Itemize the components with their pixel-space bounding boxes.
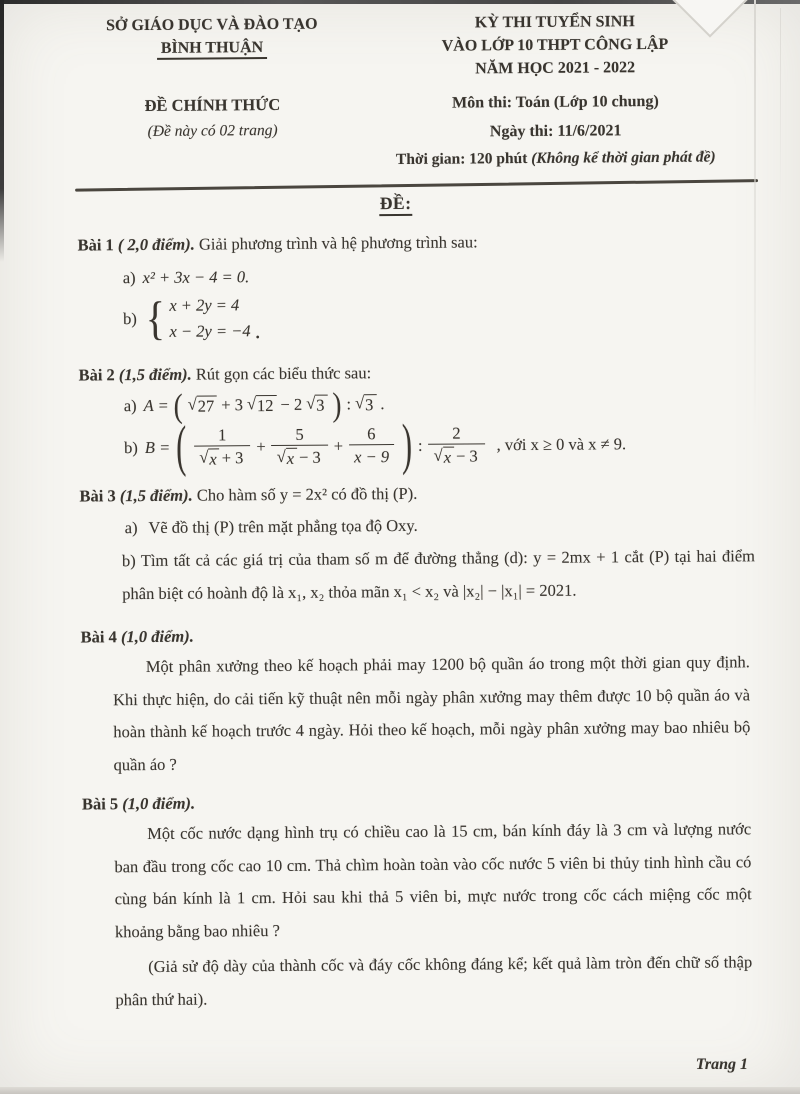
issuer-province-text: BÌNH THUẬN [157, 39, 268, 60]
math-operator: − 2 [280, 394, 303, 415]
fraction [428, 423, 484, 466]
problem-1 [77, 229, 755, 344]
radicand: 3 [315, 395, 327, 415]
math-operator: + [256, 436, 266, 456]
problem-1-points: ( 2,0 điểm). [113, 234, 195, 255]
den-tail: − 3 [455, 446, 478, 466]
exam-title-line3: NĂM HỌC 2021 - 2022 [475, 59, 636, 78]
problem-3-points: (1,5 điểm). [115, 485, 193, 506]
radical [199, 448, 220, 468]
radicand: x [208, 448, 219, 468]
numerator: 5 [295, 424, 304, 444]
numerator: 1 [217, 425, 227, 445]
radicand: 27 [197, 395, 218, 415]
expr-condition: , với x ≥ 0 và x ≠ 9. [496, 433, 627, 454]
problem-4-heading [81, 621, 758, 648]
math-operator: + [333, 436, 344, 456]
equation-system-1b [144, 293, 260, 344]
problem-2-lead: Rút gọn các biểu thức sau: [191, 363, 372, 384]
system-period: . [255, 323, 260, 343]
problem-1-number: Bài 1 [77, 235, 114, 255]
radical [188, 395, 218, 415]
denominator [272, 445, 328, 469]
exam-title-block [357, 9, 754, 171]
radicand: 3 [364, 394, 376, 414]
problem-3a-text: Vẽ đồ thị (P) trên mặt phẳng tọa độ Oxy. [148, 515, 418, 538]
radical [277, 448, 298, 468]
problem-4-number: Bài 4 [80, 627, 117, 647]
problem-1-heading [77, 229, 754, 256]
expression-2b [144, 413, 627, 478]
left-brace-glyph: { [145, 292, 165, 345]
radical-sign: √ [306, 393, 316, 413]
radicand: 12 [256, 395, 277, 415]
header-divider [75, 179, 758, 192]
problem-2 [78, 359, 756, 478]
den-tail: − 3 [298, 447, 321, 467]
problem-5-heading [82, 788, 759, 815]
math-operator: : [417, 435, 423, 455]
problem-2b [124, 413, 756, 478]
issuer-name: SỞ GIÁO DỤC VÀ ĐÀO TẠO [106, 15, 318, 35]
radical-sign: √ [246, 394, 257, 414]
exam-header [76, 9, 754, 173]
problem-1b [123, 289, 755, 344]
numerator: 2 [452, 423, 461, 443]
radical [355, 394, 376, 414]
exam-title-line2: VÀO LỚP 10 THPT CÔNG LẬP [441, 35, 669, 55]
expr-period: . [380, 394, 385, 414]
math-operator: : [346, 394, 352, 414]
problem-4-text: Một phân xưởng theo kế hoạch phải may 1200 bộ quần áo trong một thời gian quy định. Khi thực hiện, do cải tiến kỹ thuật nên mỗi ngày phân xưởng may thêm được 10 bộ quần áo và hoàn thành kế hoạch trước 4 ngày. Hỏi theo kế hoạch, mỗi ngày phân xưởng may bao nhiêu bộ quần áo ? [113, 652, 751, 774]
radical-sign: √ [276, 446, 286, 466]
problem-3b: b) Tìm tất cả các giá trị của tham số m để đường thẳng (d): y = 2mx + 1 cắt (P) tại hai điểm phân biệt có hoành độ là x₁, x₂ thỏa mãn x₁ < x₂ và |x₂| − |x₁| = 2021. [121, 546, 756, 603]
problem-5 [82, 788, 761, 1016]
denominator: x − 9 [349, 444, 394, 467]
denominator [429, 443, 485, 467]
expr-lhs: B = [144, 437, 171, 457]
denominator [194, 445, 250, 469]
radical-sign: √ [433, 445, 443, 465]
problem-3-lead: Cho hàm số y = 2x² có đồ thị (P). [192, 483, 418, 505]
expr-lhs: A = [143, 395, 169, 416]
radicand: x [286, 448, 297, 468]
radical-sign: √ [199, 447, 209, 467]
problem-3-number: Bài 3 [79, 486, 116, 506]
problem-5-number: Bài 5 [81, 794, 119, 814]
expression-2a [143, 385, 385, 425]
problem-2-number: Bài 2 [78, 365, 115, 385]
issuer-block [76, 12, 349, 143]
problem-1a [123, 263, 755, 288]
radical [247, 395, 277, 415]
problem-2-heading [78, 359, 755, 386]
system-equations [169, 293, 250, 344]
problem-5-points: (1,0 điểm). [118, 793, 196, 814]
equation-1a: x² + 3x − 4 = 0. [142, 267, 250, 288]
problem-4 [81, 621, 759, 781]
exam-title-line1: KỲ THI TUYỂN SINH [474, 13, 635, 32]
official-exam-label: ĐỀ CHÍNH THỨC [144, 94, 281, 115]
scan-edge-bottom [0, 1087, 800, 1094]
duration-note: (Không kể thời gian phát đề) [531, 148, 716, 167]
fraction [349, 424, 394, 467]
problem-2a [123, 385, 756, 425]
fraction [271, 425, 327, 468]
item-label: b) [123, 309, 137, 329]
page-count-note: (Đề này có 02 trang) [147, 121, 278, 140]
problem-3a [125, 511, 757, 540]
exam-date: Ngày thi: 11/6/2021 [489, 122, 622, 141]
problem-5-text: Một cốc nước dạng hình trụ có chiều cao là 15 cm, bán kính đáy là 3 cm và lượng nước ban đầu trong cốc cao 10 cm. Thả chìm hoàn toàn vào cốc nước 5 viên bi thủy tinh hình cầu có cùng bán kính là 1 cm. Hỏi sau khi thả 5 viên bi, mực nước trong cốc cách miệng cốc một khoảng bằng bao nhiêu ? [114, 819, 752, 941]
problem-5-note: (Giả sử độ dày của thành cốc và đáy cốc không đáng kể; kết quả làm tròn đến chữ số thập phân thứ hai). [115, 952, 753, 1009]
radicand: x [443, 447, 454, 467]
item-label: b) [124, 437, 138, 457]
math-operator: + 3 [221, 395, 243, 415]
page-number: Trang 1 [695, 1056, 748, 1073]
fraction [194, 425, 250, 468]
radical [306, 395, 327, 415]
exam-subject: Môn thi: Toán (Lớp 10 chung) [451, 92, 659, 112]
item-label: a) [124, 518, 138, 538]
numerator: 6 [367, 424, 376, 444]
den-tail: + 3 [221, 448, 244, 468]
problem-1-lead: Giải phương trình và hệ phương trình sau: [194, 232, 478, 254]
duration-label: Thời gian: 120 phút [395, 149, 532, 169]
system-eq-1: x + 2y = 4 [169, 295, 240, 315]
item-label: a) [123, 396, 137, 416]
exam-duration [358, 145, 754, 171]
issuer-province [76, 35, 348, 60]
problem-3 [79, 480, 757, 610]
system-eq-2: x − 2y = −4 [169, 321, 251, 341]
exam-heading [77, 191, 714, 217]
radical-sign: √ [354, 393, 365, 413]
radical-sign: √ [187, 394, 197, 414]
problem-4-points: (1,0 điểm). [116, 626, 194, 647]
radical [434, 447, 455, 467]
exam-heading-text: ĐỀ: [379, 193, 413, 216]
item-label: a) [122, 268, 136, 288]
problem-3-heading [79, 480, 756, 507]
problem-2-points: (1,5 điểm). [114, 364, 192, 385]
